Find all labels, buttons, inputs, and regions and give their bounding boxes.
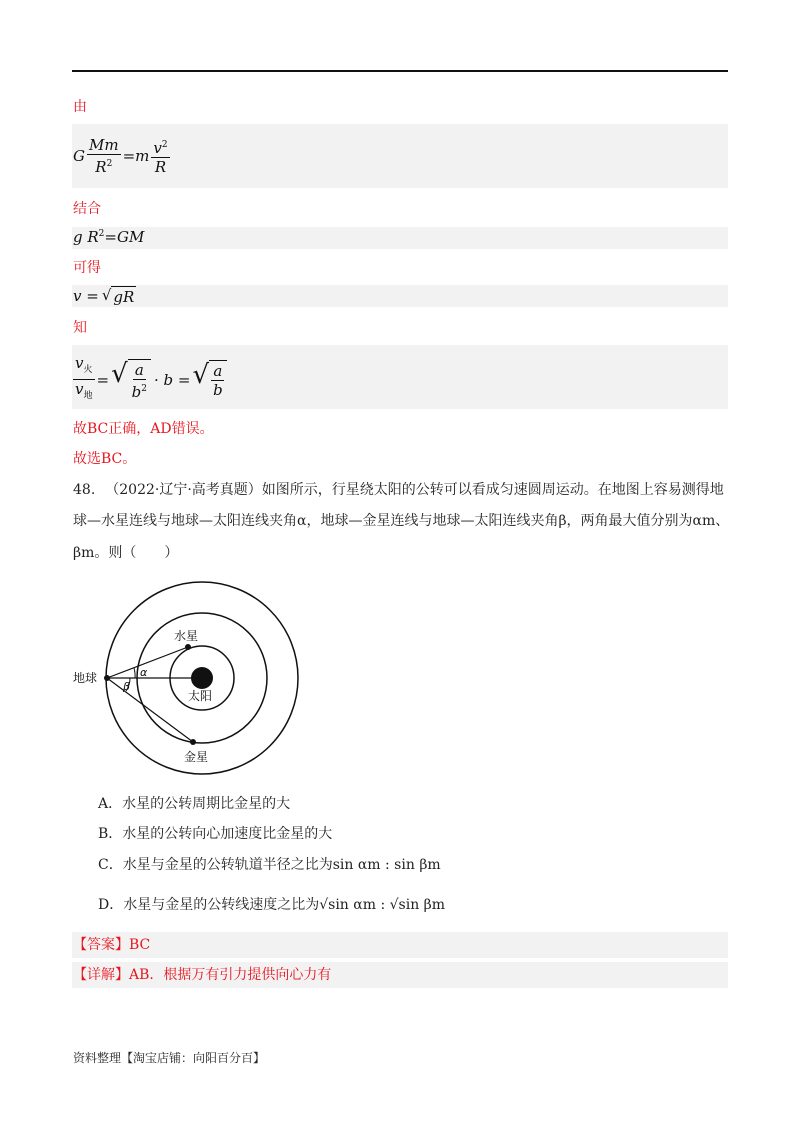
option-a: A．水星的公转周期比金星的大 xyxy=(98,796,291,812)
question-line-2: 球—水星连线与地球—太阳连线夹角α，地球—金星连线与地球—太阳连线夹角β，两角最大值分别为αm、 xyxy=(73,513,730,529)
eq1-frac-right xyxy=(151,136,169,176)
mercury-dot xyxy=(185,644,191,650)
line-jiehe: 结合 xyxy=(73,201,101,217)
option-d: D．水星与金星的公转线速度之比为√sin αm : √sin βm xyxy=(98,897,446,913)
earth-dot xyxy=(104,675,110,681)
eq1-rden: R xyxy=(154,158,167,176)
earth-venus-line xyxy=(107,678,193,742)
question-line-1: 48. （2022·辽宁·高考真题）如图所示，行星绕太阳的公转可以看成匀速圆周运动。在地图上容易测得地 xyxy=(73,482,724,498)
answer-band xyxy=(72,932,728,958)
equation-4: $\frac{v_火}{v_地}$ = √ $\frac{a}{b^2}$ · b = √ $\frac{a}{b}$ xyxy=(73,354,227,405)
answer-label: 【答案】BC xyxy=(73,937,151,953)
question-line-3: βm。则（ ） xyxy=(73,545,179,561)
equation-2: g $R^2=GM$ xyxy=(73,228,145,246)
eq1-G: G xyxy=(73,147,85,165)
line-kede: 可得 xyxy=(73,260,101,276)
header-rule xyxy=(72,70,728,72)
option-c: C．水星与金星的公转轨道半径之比为sin αm : sin βm xyxy=(98,857,441,873)
label-mercury: 水星 xyxy=(174,629,199,643)
equation-1 xyxy=(73,136,170,176)
eq1-num: Mm xyxy=(88,136,119,154)
alpha-arc xyxy=(134,668,135,678)
eq4-sqrt-1: √ $\frac{a}{b^2}$ xyxy=(111,359,151,401)
eq1-den: $R^2$ xyxy=(95,158,113,176)
label-beta: β xyxy=(123,680,131,693)
line-conclusion: 故BC正确，AD错误。 xyxy=(73,421,214,437)
label-sun: 太阳 xyxy=(188,689,213,703)
label-venus: 金星 xyxy=(184,750,209,764)
venus-dot xyxy=(190,739,196,745)
eq1-rnum: $v^2$ xyxy=(151,136,169,158)
option-b: B．水星的公转向心加速度比金星的大 xyxy=(98,826,333,842)
footer-text: 资料整理【淘宝店铺：向阳百分百】 xyxy=(73,1051,266,1065)
eq1-frac-left xyxy=(87,136,121,176)
line-choose: 故选BC。 xyxy=(73,451,137,467)
line-zhi: 知 xyxy=(73,320,87,336)
eq4-sqrt-2: √ $\frac{a}{b}$ xyxy=(192,360,226,399)
equation-band-2 xyxy=(72,227,728,249)
answer-detail: 【详解】AB．根据万有引力提供向心力有 xyxy=(73,967,332,983)
eq1-m: m xyxy=(135,147,150,165)
earth-mercury-line xyxy=(107,647,188,678)
eq4-ratio: $\frac{v_火}{v_地}$ xyxy=(75,354,93,401)
label-alpha: α xyxy=(140,666,148,679)
label-earth: 地球 xyxy=(73,671,98,685)
line-you: 由 xyxy=(73,99,87,115)
equation-band-3 xyxy=(72,285,728,307)
eq1-equals: = xyxy=(122,147,136,165)
equation-band-1 xyxy=(72,124,728,188)
orbit-diagram xyxy=(70,578,310,788)
equation-3: v = √ gR xyxy=(73,286,135,306)
